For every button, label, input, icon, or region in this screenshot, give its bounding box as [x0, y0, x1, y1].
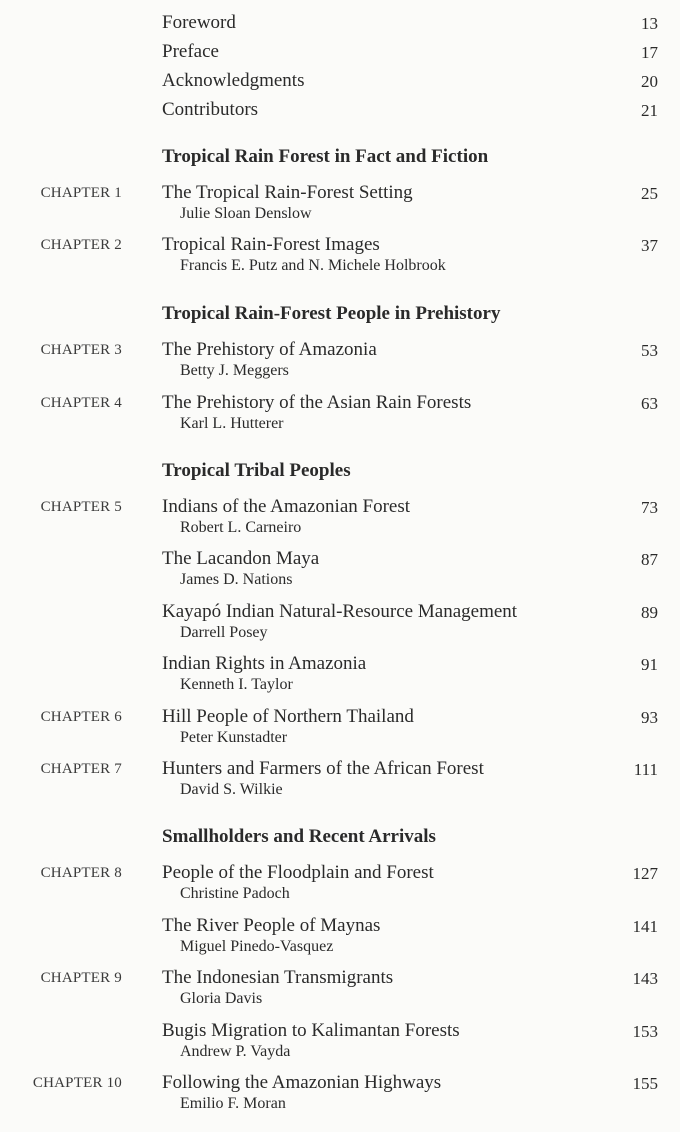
page-number: 153	[632, 1022, 658, 1041]
chapter-author: Francis E. Putz and N. Michele Holbrook	[180, 257, 446, 274]
chapter-title: The Lacandon Maya	[162, 548, 320, 569]
chapter-title: The River People of Maynas	[162, 915, 381, 936]
chapter-entry	[0, 548, 680, 592]
front-matter-row	[0, 70, 680, 94]
chapter-title: The Tropical Rain-Forest Setting	[162, 182, 413, 203]
chapter-label: CHAPTER 10	[32, 1075, 122, 1091]
page-number: 17	[641, 43, 658, 62]
chapter-author: David S. Wilkie	[180, 781, 283, 798]
front-matter-title: Foreword	[162, 12, 236, 33]
chapter-author: Kenneth I. Taylor	[180, 676, 293, 693]
chapter-label: CHAPTER 1	[40, 185, 122, 201]
chapter-entry	[0, 758, 680, 802]
chapter-label: CHAPTER 3	[40, 342, 122, 358]
chapter-label: CHAPTER 9	[40, 970, 122, 986]
chapter-title: Hill People of Northern Thailand	[162, 706, 414, 727]
chapter-author: Andrew P. Vayda	[180, 1043, 291, 1060]
section-heading: Tropical Rain Forest in Fact and Fiction	[162, 146, 489, 167]
front-matter-row	[0, 12, 680, 36]
chapter-title: The Prehistory of Amazonia	[162, 339, 377, 360]
page-number: 93	[641, 708, 658, 727]
chapter-label: CHAPTER 4	[40, 395, 122, 411]
chapter-label: CHAPTER 8	[40, 865, 122, 881]
chapter-author: Karl L. Hutterer	[180, 415, 284, 432]
section-heading: Smallholders and Recent Arrivals	[162, 826, 436, 847]
page-number: 21	[641, 101, 658, 120]
page-number: 37	[641, 236, 658, 255]
chapter-author: Gloria Davis	[180, 990, 263, 1007]
chapter-author: Emilio F. Moran	[180, 1095, 286, 1112]
page-number: 87	[641, 550, 658, 569]
chapter-author: Betty J. Meggers	[180, 362, 289, 379]
page-number: 141	[632, 917, 658, 936]
page-number: 53	[641, 341, 658, 360]
section-heading: Tropical Rain-Forest People in Prehistory	[162, 303, 501, 324]
chapter-author: Robert L. Carneiro	[180, 519, 302, 536]
chapter-title: Tropical Rain-Forest Images	[162, 234, 380, 255]
chapter-entry	[0, 1072, 680, 1116]
front-matter-row	[0, 41, 680, 65]
chapter-title: The Indonesian Transmigrants	[162, 967, 394, 988]
page-number: 63	[641, 394, 658, 413]
chapter-entry	[0, 234, 680, 278]
chapter-entry	[0, 706, 680, 750]
chapter-title: Hunters and Farmers of the African Forest	[162, 758, 484, 779]
chapter-title: Indian Rights in Amazonia	[162, 653, 367, 674]
page-number: 13	[641, 14, 658, 33]
page-number: 155	[632, 1074, 658, 1093]
chapter-author: Julie Sloan Denslow	[180, 205, 312, 222]
chapter-title: Following the Amazonian Highways	[162, 1072, 442, 1093]
chapter-author: Miguel Pinedo-Vasquez	[180, 938, 334, 955]
chapter-author: Darrell Posey	[180, 624, 268, 641]
page-number: 91	[641, 655, 658, 674]
chapter-label: CHAPTER 6	[40, 709, 122, 725]
chapter-title: Kayapó Indian Natural-Resource Management	[162, 601, 518, 622]
chapter-entry	[0, 601, 680, 645]
chapter-entry	[0, 1020, 680, 1064]
chapter-title: Bugis Migration to Kalimantan Forests	[162, 1020, 460, 1041]
page-number: 73	[641, 498, 658, 517]
chapter-entry	[0, 915, 680, 959]
page-number: 25	[641, 184, 658, 203]
chapter-entry	[0, 967, 680, 1011]
chapter-entry	[0, 496, 680, 540]
page-number: 111	[633, 760, 658, 779]
chapter-title: People of the Floodplain and Forest	[162, 862, 434, 883]
front-matter-title: Acknowledgments	[162, 70, 305, 91]
chapter-label: CHAPTER 2	[40, 237, 122, 253]
chapter-author: Peter Kunstadter	[180, 729, 288, 746]
chapter-entry	[0, 392, 680, 436]
chapter-entry	[0, 862, 680, 906]
page-number: 127	[632, 864, 658, 883]
chapter-author: James D. Nations	[180, 571, 293, 588]
chapter-entry	[0, 653, 680, 697]
page-number: 20	[641, 72, 658, 91]
chapter-title: The Prehistory of the Asian Rain Forests	[162, 392, 472, 413]
chapter-label: CHAPTER 7	[40, 761, 122, 777]
chapter-author: Christine Padoch	[180, 885, 290, 902]
front-matter-title: Contributors	[162, 99, 259, 120]
chapter-entry	[0, 339, 680, 383]
section-heading: Tropical Tribal Peoples	[162, 460, 351, 481]
front-matter-title: Preface	[162, 41, 219, 62]
page-number: 89	[641, 603, 658, 622]
chapter-entry	[0, 182, 680, 226]
front-matter-row	[0, 99, 680, 123]
chapter-title: Indians of the Amazonian Forest	[162, 496, 411, 517]
chapter-label: CHAPTER 5	[40, 499, 122, 515]
page-number: 143	[632, 969, 658, 988]
